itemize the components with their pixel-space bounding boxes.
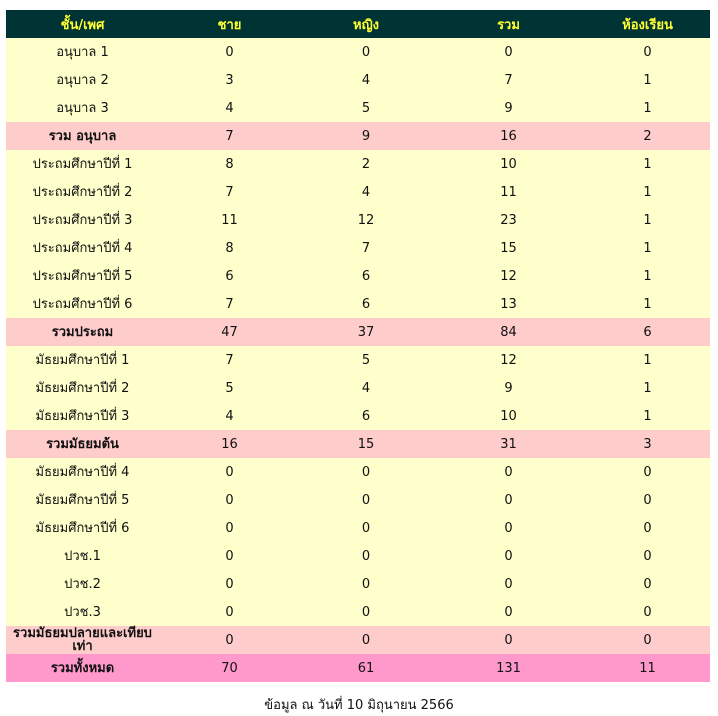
female-count: 0 [300, 626, 432, 654]
total-count: 16 [432, 122, 585, 150]
male-count: 0 [159, 458, 300, 486]
header-female: หญิง [300, 10, 432, 38]
classroom-count: 0 [585, 38, 710, 66]
header-male: ชาย [159, 10, 300, 38]
subtotal-row [6, 626, 710, 654]
classroom-count: 11 [585, 654, 710, 682]
grade-label: ประถมศึกษาปีที่ 3 [6, 206, 159, 234]
male-count: 47 [159, 318, 300, 346]
classroom-count: 6 [585, 318, 710, 346]
header-total: รวม [432, 10, 585, 38]
total-count: 12 [432, 346, 585, 374]
classroom-count: 0 [585, 626, 710, 654]
total-count: 31 [432, 430, 585, 458]
male-count: 11 [159, 206, 300, 234]
grade-label: รวมประถม [6, 318, 159, 346]
table-row [6, 262, 710, 290]
male-count: 16 [159, 430, 300, 458]
classroom-count: 1 [585, 150, 710, 178]
subtotal-row [6, 122, 710, 150]
total-count: 0 [432, 570, 585, 598]
classroom-count: 1 [585, 346, 710, 374]
table-row [6, 346, 710, 374]
male-count: 0 [159, 514, 300, 542]
subtotal-row [6, 318, 710, 346]
grade-label: อนุบาล 1 [6, 38, 159, 66]
table-row [6, 94, 710, 122]
total-count: 10 [432, 150, 585, 178]
classroom-count: 1 [585, 402, 710, 430]
header-classrooms: ห้องเรียน [585, 10, 710, 38]
table-row [6, 374, 710, 402]
classroom-count: 0 [585, 514, 710, 542]
table-row [6, 486, 710, 514]
male-count: 7 [159, 290, 300, 318]
table-row [6, 290, 710, 318]
female-count: 4 [300, 374, 432, 402]
female-count: 7 [300, 234, 432, 262]
classroom-count: 0 [585, 458, 710, 486]
total-count: 0 [432, 38, 585, 66]
classroom-count: 0 [585, 570, 710, 598]
female-count: 15 [300, 430, 432, 458]
female-count: 5 [300, 346, 432, 374]
table-row [6, 570, 710, 598]
grade-label: มัธยมศึกษาปีที่ 4 [6, 458, 159, 486]
grade-label: รวมมัธยมปลายและเทียบเท่า [6, 626, 159, 654]
classroom-count: 0 [585, 486, 710, 514]
classroom-count: 1 [585, 178, 710, 206]
table-row [6, 458, 710, 486]
grade-label: ประถมศึกษาปีที่ 2 [6, 178, 159, 206]
female-count: 9 [300, 122, 432, 150]
total-count: 84 [432, 318, 585, 346]
total-count: 131 [432, 654, 585, 682]
classroom-count: 3 [585, 430, 710, 458]
female-count: 2 [300, 150, 432, 178]
female-count: 0 [300, 514, 432, 542]
male-count: 7 [159, 346, 300, 374]
classroom-count: 1 [585, 94, 710, 122]
male-count: 6 [159, 262, 300, 290]
male-count: 0 [159, 486, 300, 514]
grade-label: ประถมศึกษาปีที่ 1 [6, 150, 159, 178]
data-date-note: ข้อมูล ณ วันที่ 10 มิถุนายน 2566 [264, 698, 454, 713]
female-count: 0 [300, 38, 432, 66]
classroom-count: 1 [585, 234, 710, 262]
grade-label: ปวช.2 [6, 570, 159, 598]
classroom-count: 1 [585, 206, 710, 234]
total-count: 0 [432, 486, 585, 514]
grade-label: มัธยมศึกษาปีที่ 5 [6, 486, 159, 514]
table-row [6, 598, 710, 626]
table-row [6, 234, 710, 262]
total-count: 0 [432, 542, 585, 570]
female-count: 6 [300, 262, 432, 290]
table-row [6, 38, 710, 66]
classroom-count: 1 [585, 66, 710, 94]
grand-total-row [6, 654, 710, 682]
female-count: 4 [300, 178, 432, 206]
female-count: 12 [300, 206, 432, 234]
male-count: 0 [159, 626, 300, 654]
male-count: 70 [159, 654, 300, 682]
total-count: 0 [432, 514, 585, 542]
female-count: 61 [300, 654, 432, 682]
grade-label: อนุบาล 3 [6, 94, 159, 122]
male-count: 8 [159, 234, 300, 262]
header-grade-gender: ชั้น/เพศ [6, 10, 159, 38]
female-count: 6 [300, 290, 432, 318]
table-body [6, 38, 710, 682]
female-count: 5 [300, 94, 432, 122]
grade-label: มัธยมศึกษาปีที่ 1 [6, 346, 159, 374]
male-count: 4 [159, 94, 300, 122]
total-count: 12 [432, 262, 585, 290]
male-count: 0 [159, 570, 300, 598]
male-count: 0 [159, 38, 300, 66]
female-count: 0 [300, 458, 432, 486]
total-count: 9 [432, 94, 585, 122]
male-count: 7 [159, 122, 300, 150]
male-count: 5 [159, 374, 300, 402]
grade-label: ประถมศึกษาปีที่ 5 [6, 262, 159, 290]
female-count: 0 [300, 570, 432, 598]
total-count: 7 [432, 66, 585, 94]
total-count: 0 [432, 458, 585, 486]
female-count: 0 [300, 598, 432, 626]
female-count: 4 [300, 66, 432, 94]
female-count: 6 [300, 402, 432, 430]
grade-label: มัธยมศึกษาปีที่ 6 [6, 514, 159, 542]
grade-label: รวม อนุบาล [6, 122, 159, 150]
female-count: 0 [300, 542, 432, 570]
table-row [6, 66, 710, 94]
grade-label: ประถมศึกษาปีที่ 6 [6, 290, 159, 318]
grade-label: มัธยมศึกษาปีที่ 3 [6, 402, 159, 430]
total-count: 9 [432, 374, 585, 402]
total-count: 10 [432, 402, 585, 430]
student-stats-table [6, 10, 710, 682]
table-row [6, 542, 710, 570]
female-count: 37 [300, 318, 432, 346]
total-count: 13 [432, 290, 585, 318]
subtotal-row [6, 430, 710, 458]
classroom-count: 1 [585, 262, 710, 290]
male-count: 0 [159, 542, 300, 570]
table-row [6, 150, 710, 178]
male-count: 3 [159, 66, 300, 94]
grade-label: มัธยมศึกษาปีที่ 2 [6, 374, 159, 402]
total-count: 15 [432, 234, 585, 262]
male-count: 0 [159, 598, 300, 626]
classroom-count: 1 [585, 374, 710, 402]
grade-label: ประถมศึกษาปีที่ 4 [6, 234, 159, 262]
grade-label: ปวช.3 [6, 598, 159, 626]
grade-label: รวมมัธยมต้น [6, 430, 159, 458]
grade-label: อนุบาล 2 [6, 66, 159, 94]
grade-label: ปวช.1 [6, 542, 159, 570]
total-count: 23 [432, 206, 585, 234]
male-count: 4 [159, 402, 300, 430]
total-count: 0 [432, 626, 585, 654]
classroom-count: 2 [585, 122, 710, 150]
table-row [6, 178, 710, 206]
total-count: 0 [432, 598, 585, 626]
male-count: 7 [159, 178, 300, 206]
table-row [6, 514, 710, 542]
table-row [6, 402, 710, 430]
female-count: 0 [300, 486, 432, 514]
classroom-count: 1 [585, 290, 710, 318]
table-row [6, 206, 710, 234]
classroom-count: 0 [585, 542, 710, 570]
classroom-count: 0 [585, 598, 710, 626]
male-count: 8 [159, 150, 300, 178]
total-count: 11 [432, 178, 585, 206]
table-header-row [6, 10, 710, 38]
grade-label: รวมทั้งหมด [6, 654, 159, 682]
